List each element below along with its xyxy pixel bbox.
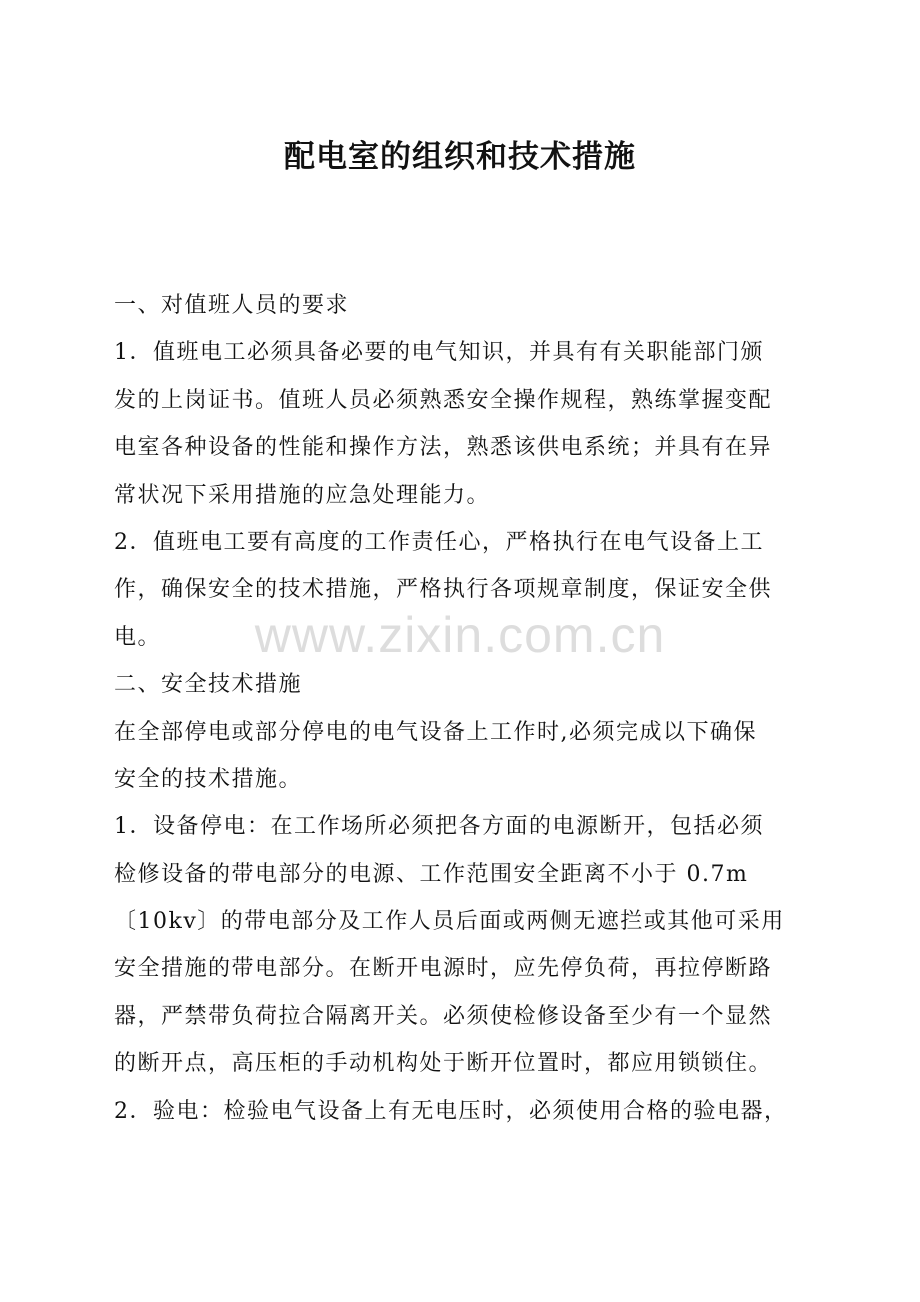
body-line: 安全措施的带电部分。在断开电源时，应先停负荷，再拉停断路 — [114, 956, 773, 982]
body-line: 1．值班电工必须具备必要的电气知识，并具有有关职能部门颁 — [114, 340, 764, 366]
body-line: 电。 — [114, 624, 162, 650]
document-title: 配电室的组织和技术措施 — [284, 139, 636, 175]
body-line: 2．值班电工要有高度的工作责任心，严格执行在电气设备上工 — [114, 529, 764, 555]
body-line: 1．设备停电：在工作场所必须把各方面的电源断开，包括必须 — [114, 814, 764, 840]
body-line: 在全部停电或部分停电的电气设备上工作时,必须完成以下确保 — [114, 719, 757, 745]
body-line: 2．验电：检验电气设备上有无电压时，必须使用合格的验电器， — [114, 1098, 788, 1124]
watermark-text: www.zixin.com.cn — [254, 607, 666, 663]
body-line: 器，严禁带负荷拉合隔离开关。必须使检修设备至少有一个显然 — [114, 1003, 773, 1029]
body-line: 的断开点，高压柜的手动机构处于断开位置时，都应用锁锁住。 — [114, 1051, 773, 1077]
body-line: 电室各种设备的性能和操作方法，熟悉该供电系统；并具有在异 — [114, 435, 773, 461]
body-line: 检修设备的带电部分的电源、工作范围安全距离不小于 0.7m — [114, 861, 749, 887]
body-line: 常状况下采用措施的应急处理能力。 — [114, 482, 491, 508]
section-heading: 一、对值班人员的要求 — [114, 293, 350, 318]
body-line: 〔10kv〕的带电部分及工作人员后面或两侧无遮拦或其他可采用 — [114, 909, 785, 935]
section-heading: 二、安全技术措施 — [114, 672, 303, 698]
body-line: 作，确保安全的技术措施，严格执行各项规章制度，保证安全供 — [114, 577, 773, 603]
document-body — [114, 282, 814, 1135]
body-line: 发的上岗证书。值班人员必须熟悉安全操作规程，熟练掌握变配 — [114, 387, 773, 413]
body-line: 安全的技术措施。 — [114, 766, 303, 792]
